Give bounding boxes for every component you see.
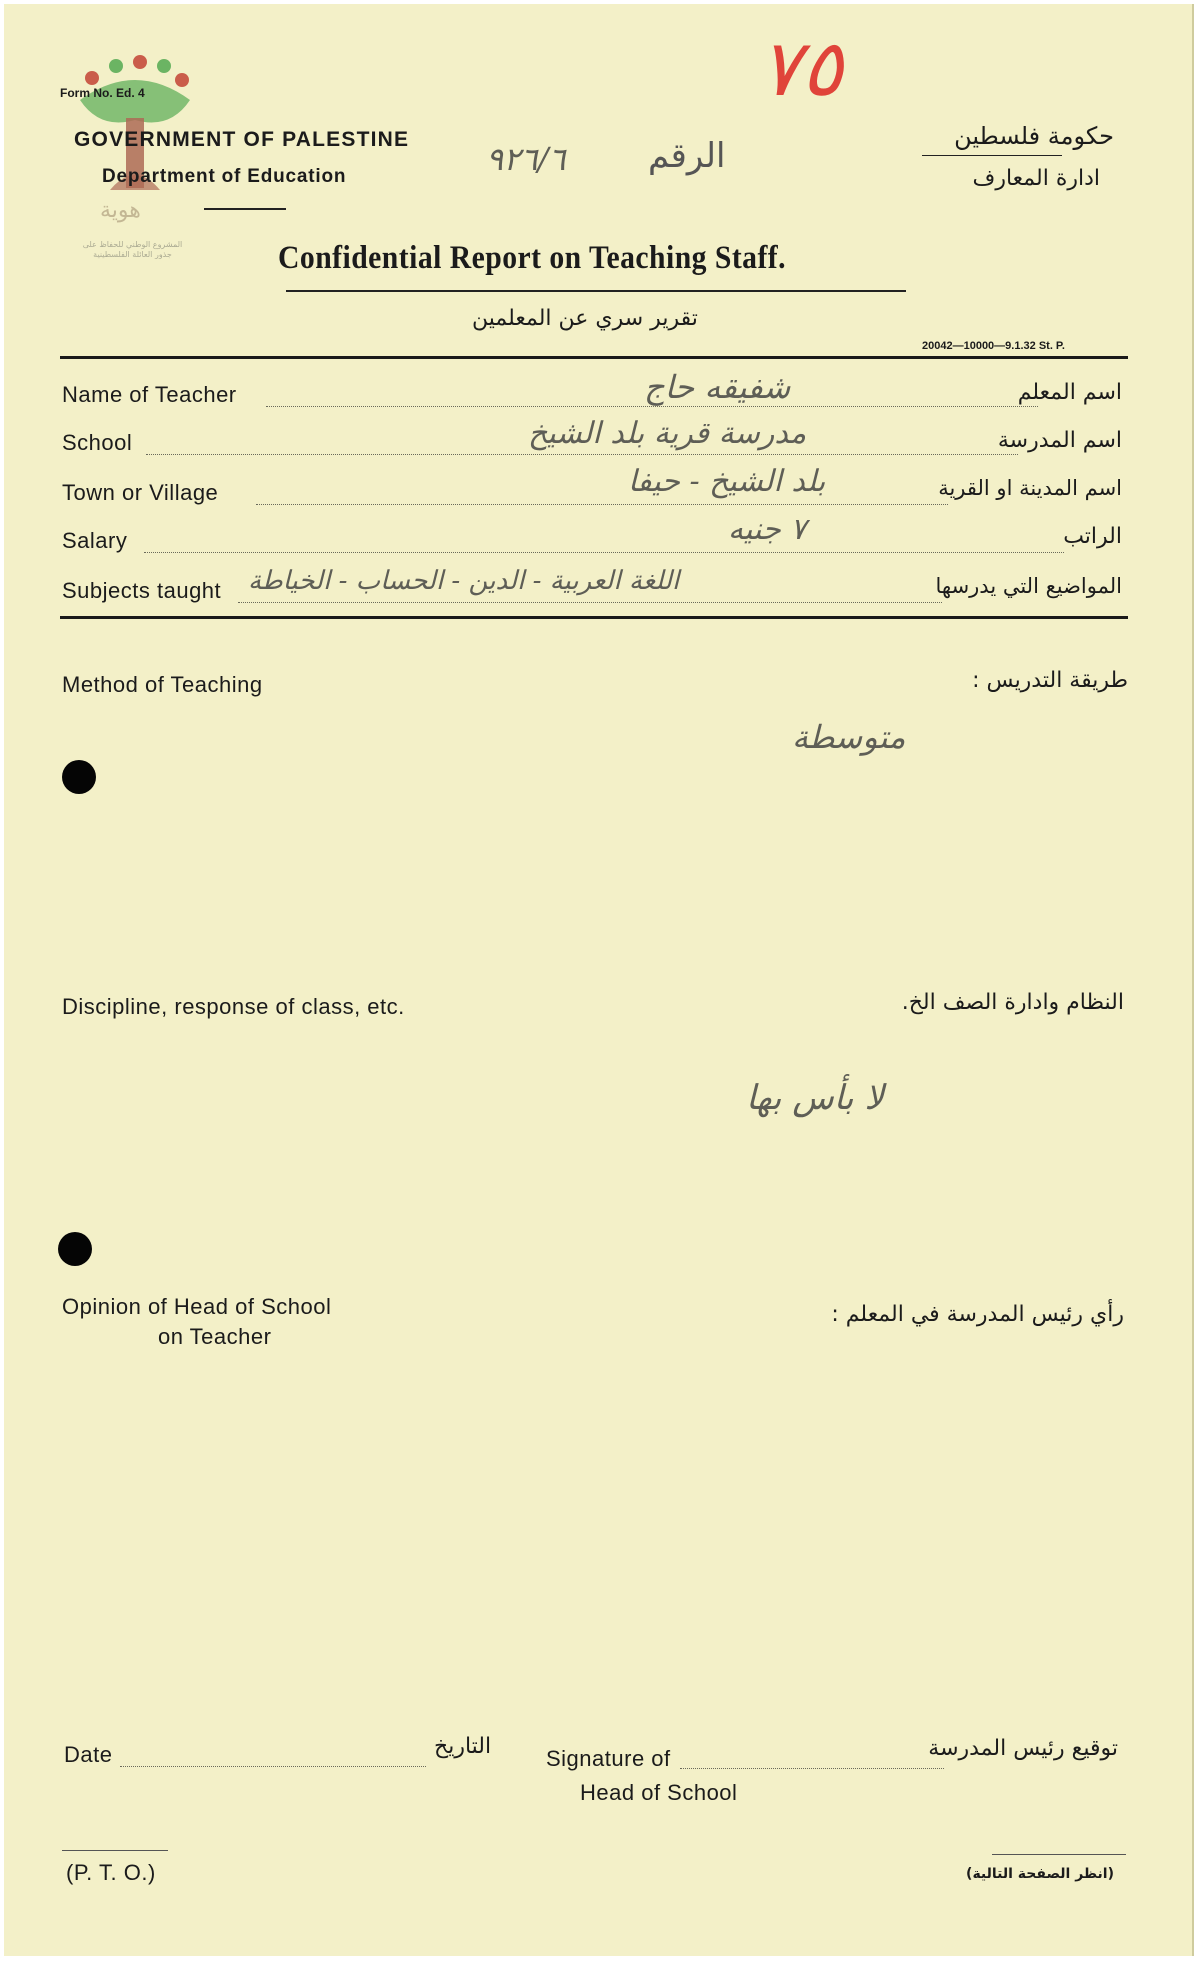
watermark-line1: المشروع الوطني للحفاظ على <box>82 240 183 249</box>
salary-label: Salary <box>62 528 128 553</box>
government-title-ar: حكومة فلسطين <box>954 122 1114 150</box>
school-value: مدرسة قرية بلد الشيخ <box>528 416 807 451</box>
signature-label-ar: توقيع رئيس المدرسة <box>928 1736 1118 1761</box>
teacher-name-value: شفيقه حاج <box>644 368 791 406</box>
subjects-value: اللغة العربية - الدين - الحساب - الخياطة <box>248 566 680 596</box>
discipline-label: Discipline, response of class, etc. <box>62 994 405 1019</box>
signature-line <box>680 1768 944 1769</box>
opinion-label-line2: on Teacher <box>158 1324 272 1349</box>
pto-label: (P. T. O.) <box>66 1860 156 1885</box>
form-page <box>4 4 1194 1956</box>
date-label-ar: التاريخ <box>434 1734 492 1759</box>
method-label: Method of Teaching <box>62 672 263 697</box>
teacher-name-line <box>266 406 1038 407</box>
school-line <box>146 454 1018 455</box>
reference-label-ar: الرقم <box>648 136 726 176</box>
government-title: GOVERNMENT OF PALESTINE <box>74 128 410 151</box>
salary-value: ٧ جنيه <box>728 512 807 547</box>
print-code: 20042—10000—9.1.32 St. P. <box>922 340 1065 352</box>
reference-number: ٩٢٦/٦ <box>486 140 566 178</box>
discipline-value: لا بأس بها <box>746 1078 884 1118</box>
date-line <box>120 1766 426 1767</box>
town-label-ar: اسم المدينة او القرية <box>938 476 1122 500</box>
salary-label-ar: الراتب <box>1063 524 1122 549</box>
subjects-label-ar: المواضيع التي يدرسها <box>935 574 1122 598</box>
town-value: بلد الشيخ - حيفا <box>628 464 826 499</box>
report-title-ar: تقرير سري عن المعلمين <box>472 306 698 331</box>
department-title: Department of Education <box>102 166 347 187</box>
school-label: School <box>62 430 133 455</box>
subjects-line <box>238 602 942 603</box>
method-value: متوسطة <box>792 718 906 756</box>
opinion-label-line1: Opinion of Head of School <box>62 1294 332 1319</box>
watermark-line2: جذور العائلة الفلسطينية <box>93 250 172 259</box>
watermark-name: هوية <box>100 198 141 223</box>
method-label-ar: طريقة التدريس : <box>972 668 1128 693</box>
pto-ar-rule <box>992 1854 1126 1855</box>
pto-label-ar: (انظر الصفحة التالية) <box>966 1866 1114 1882</box>
town-label: Town or Village <box>62 480 219 505</box>
discipline-label-ar: النظام وادارة الصف الخ. <box>901 990 1124 1015</box>
pto-rule <box>62 1850 168 1851</box>
opinion-label-ar: رأي رئيس المدرسة في المعلم : <box>831 1302 1124 1327</box>
red-number: ٧٥ <box>759 24 843 114</box>
salary-line <box>144 552 1064 553</box>
punch-hole-bottom <box>58 1232 92 1266</box>
report-title: Confidential Report on Teaching Staff. <box>278 240 787 276</box>
date-label: Date <box>64 1742 113 1767</box>
teacher-name-label-ar: اسم المعلم <box>1017 380 1122 405</box>
header-rule <box>204 208 286 210</box>
signature-label-line2: Head of School <box>580 1780 738 1805</box>
header-divider <box>60 356 1128 359</box>
signature-label-line1: Signature of <box>546 1746 671 1771</box>
title-underline <box>286 290 906 292</box>
subjects-label: Subjects taught <box>62 578 222 603</box>
gov-ar-underline <box>922 155 1062 156</box>
form-number: Form No. Ed. 4 <box>60 86 145 100</box>
punch-hole-top <box>62 760 96 794</box>
town-line <box>256 504 948 505</box>
school-label-ar: اسم المدرسة <box>997 428 1122 453</box>
teacher-name-label: Name of Teacher <box>62 382 237 407</box>
fields-divider <box>60 616 1128 619</box>
department-title-ar: ادارة المعارف <box>972 166 1100 191</box>
